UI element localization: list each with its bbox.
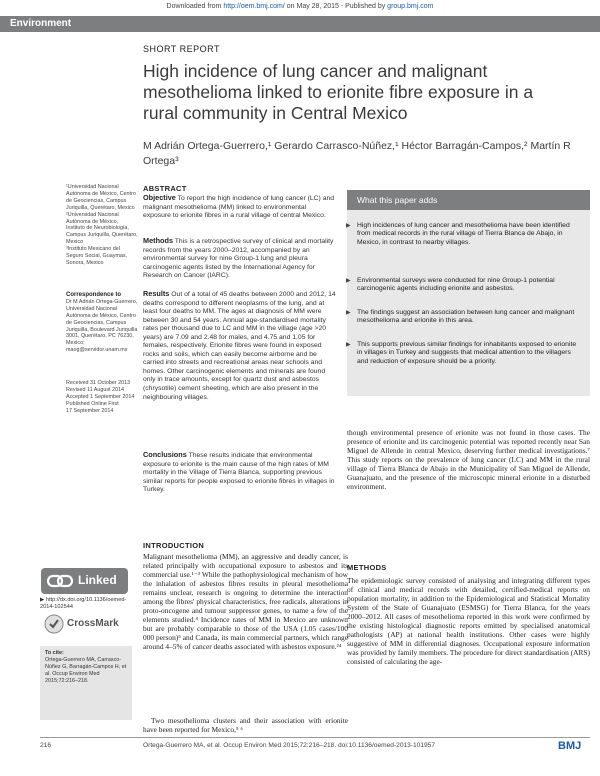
bullet-triangle-icon: ▶: [346, 310, 351, 316]
bullet-triangle-icon: ▶: [346, 278, 351, 284]
introduction-heading: INTRODUCTION: [143, 541, 205, 550]
section-bar: Environment: [0, 16, 600, 32]
page-number: 216: [40, 742, 52, 749]
cite-text: Ortega-Guerrero MA, Carrasco-Núñez G, Barragán-Campos H, et al. Occup Environ Med 2015;72:216–218.: [45, 657, 127, 684]
key-point-4: ▶ This supports previous similar findings for inhabitants exposed to erionite in villages in Turkey and suggests that medical attention to the villagers and reduction of exposure should be a priority.: [346, 341, 577, 365]
affiliation-3: ³Instituto Mexicano del Seguro Social, Guaymas, Sonora, Mexico: [66, 246, 128, 266]
correspondence-heading: Correspondence to: [66, 292, 122, 298]
journal-link[interactable]: http://oem.bmj.com/: [223, 3, 285, 10]
body-continuation: though environmental presence of erionite was not found in those cases. The presence of erionite and its carcinogenic potential was reported recently near San Miguel de Allende in central Mexico, deserving further medical investigations.⁷ This study reports on the prevalence of lung cancer (LC) and MM in the rural village of Tierra Blanca de Abajo in the Municipality of San Miguel de Allende, Guanajuato, and the presence of the microscopic mineral erionite in a disturbed environment.: [347, 428, 590, 492]
abstract-results: Results Out of a total of 45 deaths between 2000 and 2012, 14 deaths correspond to different neoplasms of the lung, and at least four deaths to MM. The ages at diagnosis of MM were between 30 and 54 years. Annual age-standardised mortality rates per thousand due to LC and MM in the village (age >20 years) are 7.09 and 2.48 for males, and 4.75 and 1.05 for females, respectively. Erionite fibres were found in exposed rocks and soils, which can easily become airborne and be carried into streets and recreational areas near schools and homes. Other carcinogenic elements and minerals are found only in trace amounts, except for quartz dust and asbestos (chrysotile) cement sheeting, which are also present in the neighbouring villages.: [143, 289, 336, 401]
key-point-2: ▶ Environmental surveys were conducted for nine Group-1 potential carcinogenic agents including erionite and asbestos.: [346, 277, 555, 293]
citation-box: [40, 646, 132, 720]
abstract-conclusions: Conclusions These results indicate that environmental exposure to erionite is the main cause of the high rates of MM mortality in the Village of Tierra Blanca, supporting previous similar reports for people exposed to erionite fibres in villages in Turkey.: [143, 450, 335, 494]
crossmark-icon: [44, 614, 64, 634]
key-point-1: ▶ High incidences of lung cancer and mesothelioma have been identified from medical records in the rural village of Tierra Blanca de Abajo, in Mexico, in contrast to nearby villages.: [346, 222, 570, 246]
article-dates: Received 31 October 2013 Revised 11 August 2014 Accepted 1 September 2014 Published Online First 17 September 2014: [66, 380, 135, 414]
correspondence: [66, 292, 138, 354]
cite-label: To cite:: [45, 650, 64, 656]
introduction-text-2: Two mesothelioma clusters and their association with erionite have been reported for Mexico,⁵ ⁶: [143, 716, 348, 735]
bullet-triangle-icon: ▶: [346, 342, 351, 348]
abstract-methods: Methods This is a retrospective survey of clinical and mortality records from the years 2000–2012, accompanied by an environmental survey for nine Group-1 lung and pleura carcinogenic agents listed by the International Agency for Research on Cancer (IARC).: [143, 236, 334, 280]
methods-heading: METHODS: [347, 563, 387, 572]
correspondence-text: Dr M Adrián Ortega-Guerrero, Universidad Nacional Autónoma de México, Centro de Geociencias, Campus Juriquilla, Boulevard Juriquilla 3001, Querétaro, PC 76230, Mexico; maog@servidor.unam.mx: [66, 298, 138, 354]
doi-link[interactable]: ▶ http://dx.doi.org/10.1136/oemed-2014-102544: [40, 597, 127, 610]
key-points-heading: What this paper adds: [347, 190, 590, 210]
affiliation-2: ²Universidad Nacional Autónoma de México, Instituto de Neurobiología, Campus Juriquilla, Querétaro, Mexico: [66, 211, 138, 246]
abstract-objective: Objective To report the high incidence of lung cancer (LC) and malignant mesothelioma (MM) linked to environmental exposure to erionite fibres in a rural village of central Mexico.: [143, 193, 335, 220]
bullet-triangle-icon: ▶: [346, 223, 351, 229]
author-list: M Adrián Ortega-Guerrero,¹ Gerardo Carrasco-Núñez,¹ Héctor Barragán-Campos,² Martín R Ortega³: [143, 140, 571, 167]
methods-text: The epidemiologic survey consisted of analysing and integrating different types of clinical and medical records with detailed, certified-medical reports on population mortality, in addition to the Epidemiological and Statistical Mortality System of the State of Guanajuato (ESMSG) for Tierra Blanca, for the years 2000–2012. All cases of mesothelioma reported in this work were confirmed by the existing histological diagnostic reports emitted by specialised anatomical pathologists (AP) at national health institutions. Other cases were highly suggestive of MM in differential diagnoses. Occupational exposure information was provided by family members. The procedure for direct standardisation (ARS) consisted of calculating the age-: [347, 576, 590, 667]
linked-article-badge[interactable]: [41, 568, 128, 594]
crossmark-badge[interactable]: [44, 614, 119, 636]
article-title: High incidence of lung cancer and malignant mesothelioma linked to erionite fibre exposure in a rural community in Central Mexico: [143, 61, 534, 123]
chain-link-icon: [47, 574, 73, 588]
abstract-heading: ABSTRACT: [143, 184, 187, 193]
download-notice: Downloaded from http://oem.bmj.com/ on May 28, 2015 - Published by group.bmj.com: [166, 3, 434, 10]
affiliations: [66, 184, 138, 267]
arrow-right-icon: ▶: [40, 597, 46, 603]
key-point-3: ▶ The findings suggest an association between lung cancer and malignant mesothelioma and erionite in this area.: [346, 309, 575, 325]
article-type: SHORT REPORT: [143, 44, 221, 54]
crossmark-label: CrossMark: [67, 618, 119, 629]
footer-divider: [40, 737, 590, 738]
publisher-link[interactable]: group.bmj.com: [387, 3, 434, 10]
introduction-text: Malignant mesothelioma (MM), an aggressive and deadly cancer, is related principally with occupational exposure to asbestos and its commercial use.¹⁻³ While the pathophysiological mechanism of how the inhalation of asbestos fibres results in pleural mesothelioma remains unclear, research is ongoing to determine the interaction among the fibres' physical characteristics, free radicals, alterations in proto-oncogene and tumour suppressor genes, to name a few of the elements studied.⁴ Incidence rates of MM in Mexico are unknown but are probably comparable to those of the USA (1.05 cases/100 000 person)⁵ and Canada, its main commercial partners, which range around 4–5% of cancer deaths associated with asbestos exposure.²⁴: [143, 552, 348, 652]
affiliation-1: ¹Universidad Nacional Autónoma de México, Centro de Geociencias, Campus Juriquilla, Querétaro, Mexico: [66, 184, 136, 211]
bmj-logo: BMJ: [558, 740, 582, 752]
linked-label: Linked: [78, 573, 117, 587]
footer-citation: Ortega-Guerrero MA, et al. Occup Environ Med 2015;72:216–218. doi:10.1136/oemed-2013-101957: [143, 742, 436, 749]
